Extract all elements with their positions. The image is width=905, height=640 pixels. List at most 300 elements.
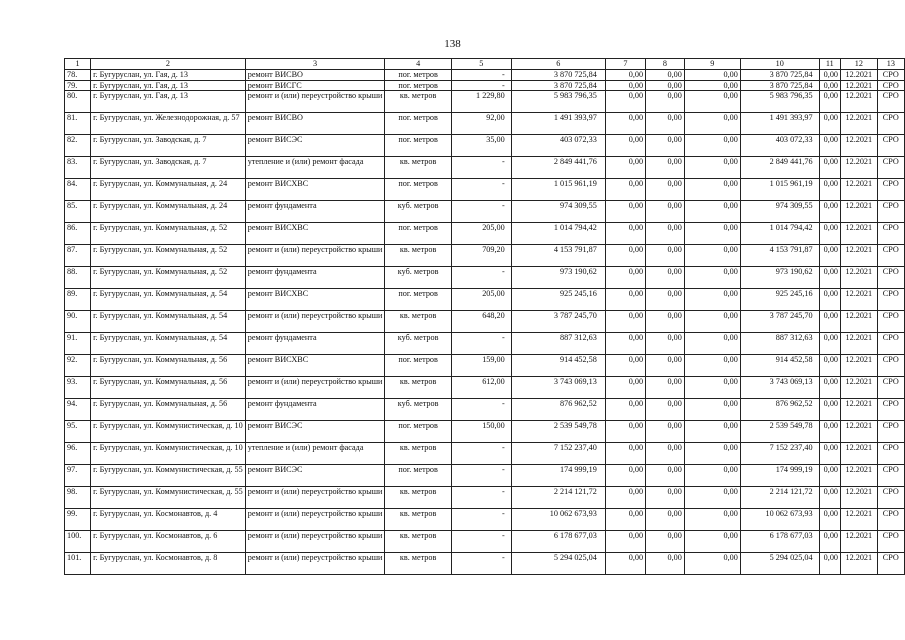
- value-cell: 0,00: [684, 333, 740, 355]
- column-header: 11: [819, 59, 840, 70]
- volume-cell: -: [451, 179, 511, 201]
- value-cell: 0,00: [684, 70, 740, 81]
- value-cell: 0,00: [646, 377, 685, 399]
- date-cell: 12.2021: [841, 267, 878, 289]
- total-cell: 1 015 961,19: [740, 179, 819, 201]
- total-cell: 4 153 791,87: [740, 245, 819, 267]
- value-cell: 0,00: [605, 531, 645, 553]
- table-row: [65, 289, 905, 311]
- page-number: 138: [444, 38, 461, 50]
- date-cell: 12.2021: [841, 399, 878, 421]
- work-type-cell: ремонт и (или) переустройство крыши: [245, 377, 385, 399]
- date-cell: 12.2021: [841, 553, 878, 575]
- source-cell: СРО: [877, 421, 904, 443]
- volume-cell: 150,00: [451, 421, 511, 443]
- work-type-cell: ремонт и (или) переустройство крыши: [245, 311, 385, 333]
- source-cell: СРО: [877, 487, 904, 509]
- work-type-cell: ремонт и (или) переустройство крыши: [245, 509, 385, 531]
- table-row: [65, 465, 905, 487]
- volume-cell: -: [451, 487, 511, 509]
- value-cell: 0,00: [605, 157, 645, 179]
- source-cell: СРО: [877, 311, 904, 333]
- cost-cell: 973 190,62: [511, 267, 605, 289]
- volume-cell: -: [451, 80, 511, 91]
- total-cell: 925 245,16: [740, 289, 819, 311]
- address-cell: г. Бугуруслан, ул. Железнодорожная, д. 57: [91, 113, 246, 135]
- value-cell: 0,00: [684, 157, 740, 179]
- value-cell: 0,00: [684, 245, 740, 267]
- date-cell: 12.2021: [841, 245, 878, 267]
- work-type-cell: ремонт ВИСГС: [245, 80, 385, 91]
- total-cell: 7 152 237,40: [740, 443, 819, 465]
- cost-cell: 174 999,19: [511, 465, 605, 487]
- volume-cell: -: [451, 553, 511, 575]
- source-cell: СРО: [877, 113, 904, 135]
- value-cell: 0,00: [819, 553, 840, 575]
- value-cell: 0,00: [819, 289, 840, 311]
- column-header: 4: [385, 59, 451, 70]
- unit-cell: кв. метров: [385, 91, 451, 113]
- value-cell: 0,00: [819, 509, 840, 531]
- address-cell: г. Бугуруслан, ул. Коммунальная, д. 56: [91, 355, 246, 377]
- column-header: 2: [91, 59, 246, 70]
- value-cell: 0,00: [605, 80, 645, 91]
- source-cell: СРО: [877, 70, 904, 81]
- address-cell: г. Бугуруслан, ул. Коммунистическая, д. 10: [91, 443, 246, 465]
- value-cell: 0,00: [646, 201, 685, 223]
- column-header: 8: [646, 59, 685, 70]
- table-row: [65, 311, 905, 333]
- value-cell: 0,00: [646, 311, 685, 333]
- total-cell: 174 999,19: [740, 465, 819, 487]
- value-cell: 0,00: [684, 443, 740, 465]
- cost-cell: 1 491 393,97: [511, 113, 605, 135]
- value-cell: 0,00: [819, 179, 840, 201]
- work-type-cell: ремонт ВИСХВС: [245, 289, 385, 311]
- row-number-cell: 81.: [65, 113, 91, 135]
- table-row: [65, 113, 905, 135]
- total-cell: 6 178 677,03: [740, 531, 819, 553]
- work-type-cell: ремонт и (или) переустройство крыши: [245, 487, 385, 509]
- value-cell: 0,00: [605, 113, 645, 135]
- value-cell: 0,00: [605, 377, 645, 399]
- row-number-cell: 99.: [65, 509, 91, 531]
- table-row: [65, 399, 905, 421]
- total-cell: 973 190,62: [740, 267, 819, 289]
- work-type-cell: ремонт фундамента: [245, 267, 385, 289]
- work-type-cell: утепление и (или) ремонт фасада: [245, 443, 385, 465]
- total-cell: 3 743 069,13: [740, 377, 819, 399]
- unit-cell: пог. метров: [385, 421, 451, 443]
- cost-cell: 3 870 725,84: [511, 80, 605, 91]
- column-header: 12: [841, 59, 878, 70]
- row-number-cell: 88.: [65, 267, 91, 289]
- value-cell: 0,00: [646, 553, 685, 575]
- address-cell: г. Бугуруслан, ул. Коммунистическая, д. 55: [91, 487, 246, 509]
- unit-cell: кв. метров: [385, 157, 451, 179]
- value-cell: 0,00: [646, 333, 685, 355]
- volume-cell: -: [451, 267, 511, 289]
- total-cell: 5 294 025,04: [740, 553, 819, 575]
- value-cell: 0,00: [819, 355, 840, 377]
- table-row: [65, 377, 905, 399]
- value-cell: 0,00: [684, 201, 740, 223]
- value-cell: 0,00: [684, 531, 740, 553]
- date-cell: 12.2021: [841, 113, 878, 135]
- address-cell: г. Бугуруслан, ул. Заводская, д. 7: [91, 135, 246, 157]
- column-header: 10: [740, 59, 819, 70]
- value-cell: 0,00: [646, 80, 685, 91]
- value-cell: 0,00: [646, 179, 685, 201]
- total-cell: 876 962,52: [740, 399, 819, 421]
- value-cell: 0,00: [684, 553, 740, 575]
- table-row: [65, 421, 905, 443]
- unit-cell: кв. метров: [385, 553, 451, 575]
- value-cell: 0,00: [605, 355, 645, 377]
- value-cell: 0,00: [646, 245, 685, 267]
- column-header: 9: [684, 59, 740, 70]
- value-cell: 0,00: [684, 465, 740, 487]
- table-row: [65, 443, 905, 465]
- table-row: [65, 80, 905, 91]
- address-cell: г. Бугуруслан, ул. Гая, д. 13: [91, 91, 246, 113]
- value-cell: 0,00: [684, 267, 740, 289]
- source-cell: СРО: [877, 179, 904, 201]
- work-type-cell: утепление и (или) ремонт фасада: [245, 157, 385, 179]
- date-cell: 12.2021: [841, 333, 878, 355]
- table-row: [65, 223, 905, 245]
- row-number-cell: 79.: [65, 80, 91, 91]
- value-cell: 0,00: [646, 70, 685, 81]
- work-type-cell: ремонт и (или) переустройство крыши: [245, 553, 385, 575]
- work-type-cell: ремонт фундамента: [245, 201, 385, 223]
- address-cell: г. Бугуруслан, ул. Коммунальная, д. 52: [91, 223, 246, 245]
- cost-cell: 974 309,55: [511, 201, 605, 223]
- work-type-cell: ремонт ВИСЭС: [245, 421, 385, 443]
- value-cell: 0,00: [646, 487, 685, 509]
- source-cell: СРО: [877, 135, 904, 157]
- address-cell: г. Бугуруслан, ул. Коммунальная, д. 24: [91, 179, 246, 201]
- row-number-cell: 80.: [65, 91, 91, 113]
- volume-cell: -: [451, 157, 511, 179]
- value-cell: 0,00: [684, 421, 740, 443]
- value-cell: 0,00: [819, 91, 840, 113]
- value-cell: 0,00: [684, 509, 740, 531]
- row-number-cell: 97.: [65, 465, 91, 487]
- cost-cell: 876 962,52: [511, 399, 605, 421]
- value-cell: 0,00: [605, 201, 645, 223]
- value-cell: 0,00: [684, 399, 740, 421]
- total-cell: 5 983 796,35: [740, 91, 819, 113]
- total-cell: 2 539 549,78: [740, 421, 819, 443]
- source-cell: СРО: [877, 377, 904, 399]
- value-cell: 0,00: [605, 553, 645, 575]
- total-cell: 887 312,63: [740, 333, 819, 355]
- column-header: 6: [511, 59, 605, 70]
- address-cell: г. Бугуруслан, ул. Коммунистическая, д. 10: [91, 421, 246, 443]
- value-cell: 0,00: [605, 245, 645, 267]
- volume-cell: -: [451, 509, 511, 531]
- table-row: [65, 135, 905, 157]
- cost-cell: 4 153 791,87: [511, 245, 605, 267]
- address-cell: г. Бугуруслан, ул. Коммунальная, д. 54: [91, 289, 246, 311]
- date-cell: 12.2021: [841, 135, 878, 157]
- value-cell: 0,00: [605, 399, 645, 421]
- source-cell: СРО: [877, 553, 904, 575]
- source-cell: СРО: [877, 509, 904, 531]
- address-cell: г. Бугуруслан, ул. Коммунальная, д. 56: [91, 377, 246, 399]
- unit-cell: куб. метров: [385, 201, 451, 223]
- source-cell: СРО: [877, 399, 904, 421]
- work-type-cell: ремонт ВИСВО: [245, 113, 385, 135]
- value-cell: 0,00: [819, 157, 840, 179]
- value-cell: 0,00: [819, 135, 840, 157]
- value-cell: 0,00: [605, 70, 645, 81]
- date-cell: 12.2021: [841, 201, 878, 223]
- address-cell: г. Бугуруслан, ул. Коммунальная, д. 54: [91, 333, 246, 355]
- value-cell: 0,00: [819, 531, 840, 553]
- row-number-cell: 89.: [65, 289, 91, 311]
- work-type-cell: ремонт ВИСЭС: [245, 135, 385, 157]
- column-header: 13: [877, 59, 904, 70]
- value-cell: 0,00: [605, 267, 645, 289]
- value-cell: 0,00: [605, 509, 645, 531]
- volume-cell: -: [451, 531, 511, 553]
- row-number-cell: 78.: [65, 70, 91, 81]
- date-cell: 12.2021: [841, 157, 878, 179]
- value-cell: 0,00: [684, 377, 740, 399]
- column-header: 1: [65, 59, 91, 70]
- table-row: [65, 267, 905, 289]
- value-cell: 0,00: [684, 179, 740, 201]
- total-cell: 10 062 673,93: [740, 509, 819, 531]
- address-cell: г. Бугуруслан, ул. Гая, д. 13: [91, 70, 246, 81]
- value-cell: 0,00: [819, 70, 840, 81]
- cost-cell: 1 015 961,19: [511, 179, 605, 201]
- unit-cell: куб. метров: [385, 333, 451, 355]
- unit-cell: кв. метров: [385, 443, 451, 465]
- unit-cell: пог. метров: [385, 289, 451, 311]
- value-cell: 0,00: [646, 223, 685, 245]
- row-number-cell: 84.: [65, 179, 91, 201]
- column-header: 3: [245, 59, 385, 70]
- source-cell: СРО: [877, 333, 904, 355]
- cost-cell: 403 072,33: [511, 135, 605, 157]
- value-cell: 0,00: [605, 179, 645, 201]
- unit-cell: кв. метров: [385, 487, 451, 509]
- value-cell: 0,00: [646, 509, 685, 531]
- value-cell: 0,00: [819, 443, 840, 465]
- volume-cell: -: [451, 333, 511, 355]
- unit-cell: кв. метров: [385, 509, 451, 531]
- total-cell: 3 870 725,84: [740, 70, 819, 81]
- table-row: [65, 333, 905, 355]
- value-cell: 0,00: [605, 465, 645, 487]
- row-number-cell: 93.: [65, 377, 91, 399]
- total-cell: 1 014 794,42: [740, 223, 819, 245]
- date-cell: 12.2021: [841, 91, 878, 113]
- unit-cell: куб. метров: [385, 267, 451, 289]
- source-cell: СРО: [877, 355, 904, 377]
- row-number-cell: 86.: [65, 223, 91, 245]
- table-row: [65, 70, 905, 81]
- column-header: 5: [451, 59, 511, 70]
- cost-cell: 925 245,16: [511, 289, 605, 311]
- work-type-cell: ремонт фундамента: [245, 333, 385, 355]
- date-cell: 12.2021: [841, 80, 878, 91]
- work-type-cell: ремонт и (или) переустройство крыши: [245, 531, 385, 553]
- source-cell: СРО: [877, 465, 904, 487]
- row-number-cell: 100.: [65, 531, 91, 553]
- table-row: [65, 553, 905, 575]
- cost-cell: 3 870 725,84: [511, 70, 605, 81]
- value-cell: 0,00: [819, 377, 840, 399]
- total-cell: 914 452,58: [740, 355, 819, 377]
- value-cell: 0,00: [684, 135, 740, 157]
- value-cell: 0,00: [819, 80, 840, 91]
- address-cell: г. Бугуруслан, ул. Космонавтов, д. 6: [91, 531, 246, 553]
- value-cell: 0,00: [646, 531, 685, 553]
- unit-cell: кв. метров: [385, 377, 451, 399]
- date-cell: 12.2021: [841, 289, 878, 311]
- work-type-cell: ремонт фундамента: [245, 399, 385, 421]
- address-cell: г. Бугуруслан, ул. Коммунистическая, д. 55: [91, 465, 246, 487]
- volume-cell: 648,20: [451, 311, 511, 333]
- total-cell: 974 309,55: [740, 201, 819, 223]
- unit-cell: куб. метров: [385, 399, 451, 421]
- cost-cell: 6 178 677,03: [511, 531, 605, 553]
- value-cell: 0,00: [819, 223, 840, 245]
- value-cell: 0,00: [684, 80, 740, 91]
- date-cell: 12.2021: [841, 465, 878, 487]
- value-cell: 0,00: [819, 399, 840, 421]
- row-number-cell: 91.: [65, 333, 91, 355]
- volume-cell: -: [451, 201, 511, 223]
- volume-cell: 205,00: [451, 289, 511, 311]
- row-number-cell: 87.: [65, 245, 91, 267]
- address-cell: г. Бугуруслан, ул. Коммунальная, д. 54: [91, 311, 246, 333]
- unit-cell: кв. метров: [385, 245, 451, 267]
- date-cell: 12.2021: [841, 421, 878, 443]
- source-cell: СРО: [877, 157, 904, 179]
- unit-cell: пог. метров: [385, 465, 451, 487]
- date-cell: 12.2021: [841, 531, 878, 553]
- value-cell: 0,00: [819, 267, 840, 289]
- volume-cell: 709,20: [451, 245, 511, 267]
- total-cell: 3 787 245,70: [740, 311, 819, 333]
- value-cell: 0,00: [684, 113, 740, 135]
- volume-cell: -: [451, 70, 511, 81]
- table-row: [65, 531, 905, 553]
- value-cell: 0,00: [684, 355, 740, 377]
- cost-cell: 7 152 237,40: [511, 443, 605, 465]
- row-number-cell: 85.: [65, 201, 91, 223]
- unit-cell: кв. метров: [385, 531, 451, 553]
- address-cell: г. Бугуруслан, ул. Коммунальная, д. 52: [91, 245, 246, 267]
- unit-cell: пог. метров: [385, 223, 451, 245]
- volume-cell: -: [451, 465, 511, 487]
- unit-cell: пог. метров: [385, 80, 451, 91]
- total-cell: 2 214 121,72: [740, 487, 819, 509]
- value-cell: 0,00: [605, 421, 645, 443]
- value-cell: 0,00: [646, 399, 685, 421]
- volume-cell: 612,00: [451, 377, 511, 399]
- table-row: [65, 487, 905, 509]
- capital-repair-table: [64, 58, 905, 575]
- table-row: [65, 179, 905, 201]
- volume-cell: 1 229,80: [451, 91, 511, 113]
- date-cell: 12.2021: [841, 223, 878, 245]
- cost-cell: 2 539 549,78: [511, 421, 605, 443]
- cost-cell: 914 452,58: [511, 355, 605, 377]
- value-cell: 0,00: [646, 135, 685, 157]
- row-number-cell: 90.: [65, 311, 91, 333]
- value-cell: 0,00: [605, 91, 645, 113]
- value-cell: 0,00: [819, 465, 840, 487]
- volume-cell: 205,00: [451, 223, 511, 245]
- date-cell: 12.2021: [841, 377, 878, 399]
- row-number-cell: 98.: [65, 487, 91, 509]
- value-cell: 0,00: [819, 113, 840, 135]
- unit-cell: пог. метров: [385, 179, 451, 201]
- row-number-cell: 101.: [65, 553, 91, 575]
- volume-cell: -: [451, 443, 511, 465]
- unit-cell: пог. метров: [385, 70, 451, 81]
- table-row: [65, 355, 905, 377]
- table-row: [65, 157, 905, 179]
- value-cell: 0,00: [605, 135, 645, 157]
- value-cell: 0,00: [684, 289, 740, 311]
- value-cell: 0,00: [819, 333, 840, 355]
- value-cell: 0,00: [684, 487, 740, 509]
- table-body: [65, 59, 905, 575]
- value-cell: 0,00: [819, 487, 840, 509]
- value-cell: 0,00: [605, 311, 645, 333]
- date-cell: 12.2021: [841, 443, 878, 465]
- value-cell: 0,00: [605, 443, 645, 465]
- work-type-cell: ремонт ВИСХВС: [245, 223, 385, 245]
- date-cell: 12.2021: [841, 70, 878, 81]
- row-number-cell: 95.: [65, 421, 91, 443]
- row-number-cell: 96.: [65, 443, 91, 465]
- value-cell: 0,00: [646, 289, 685, 311]
- row-number-cell: 92.: [65, 355, 91, 377]
- unit-cell: пог. метров: [385, 355, 451, 377]
- date-cell: 12.2021: [841, 509, 878, 531]
- source-cell: СРО: [877, 80, 904, 91]
- cost-cell: 10 062 673,93: [511, 509, 605, 531]
- total-cell: 2 849 441,76: [740, 157, 819, 179]
- address-cell: г. Бугуруслан, ул. Коммунальная, д. 52: [91, 267, 246, 289]
- value-cell: 0,00: [819, 311, 840, 333]
- column-header: 7: [605, 59, 645, 70]
- source-cell: СРО: [877, 91, 904, 113]
- address-cell: г. Бугуруслан, ул. Космонавтов, д. 4: [91, 509, 246, 531]
- date-cell: 12.2021: [841, 487, 878, 509]
- source-cell: СРО: [877, 289, 904, 311]
- row-number-cell: 82.: [65, 135, 91, 157]
- table-row: [65, 91, 905, 113]
- volume-cell: 159,00: [451, 355, 511, 377]
- total-cell: 403 072,33: [740, 135, 819, 157]
- value-cell: 0,00: [605, 223, 645, 245]
- address-cell: г. Бугуруслан, ул. Коммунальная, д. 56: [91, 399, 246, 421]
- volume-cell: 35,00: [451, 135, 511, 157]
- work-type-cell: ремонт ВИСЭС: [245, 465, 385, 487]
- work-type-cell: ремонт ВИСВО: [245, 70, 385, 81]
- unit-cell: пог. метров: [385, 135, 451, 157]
- value-cell: 0,00: [646, 113, 685, 135]
